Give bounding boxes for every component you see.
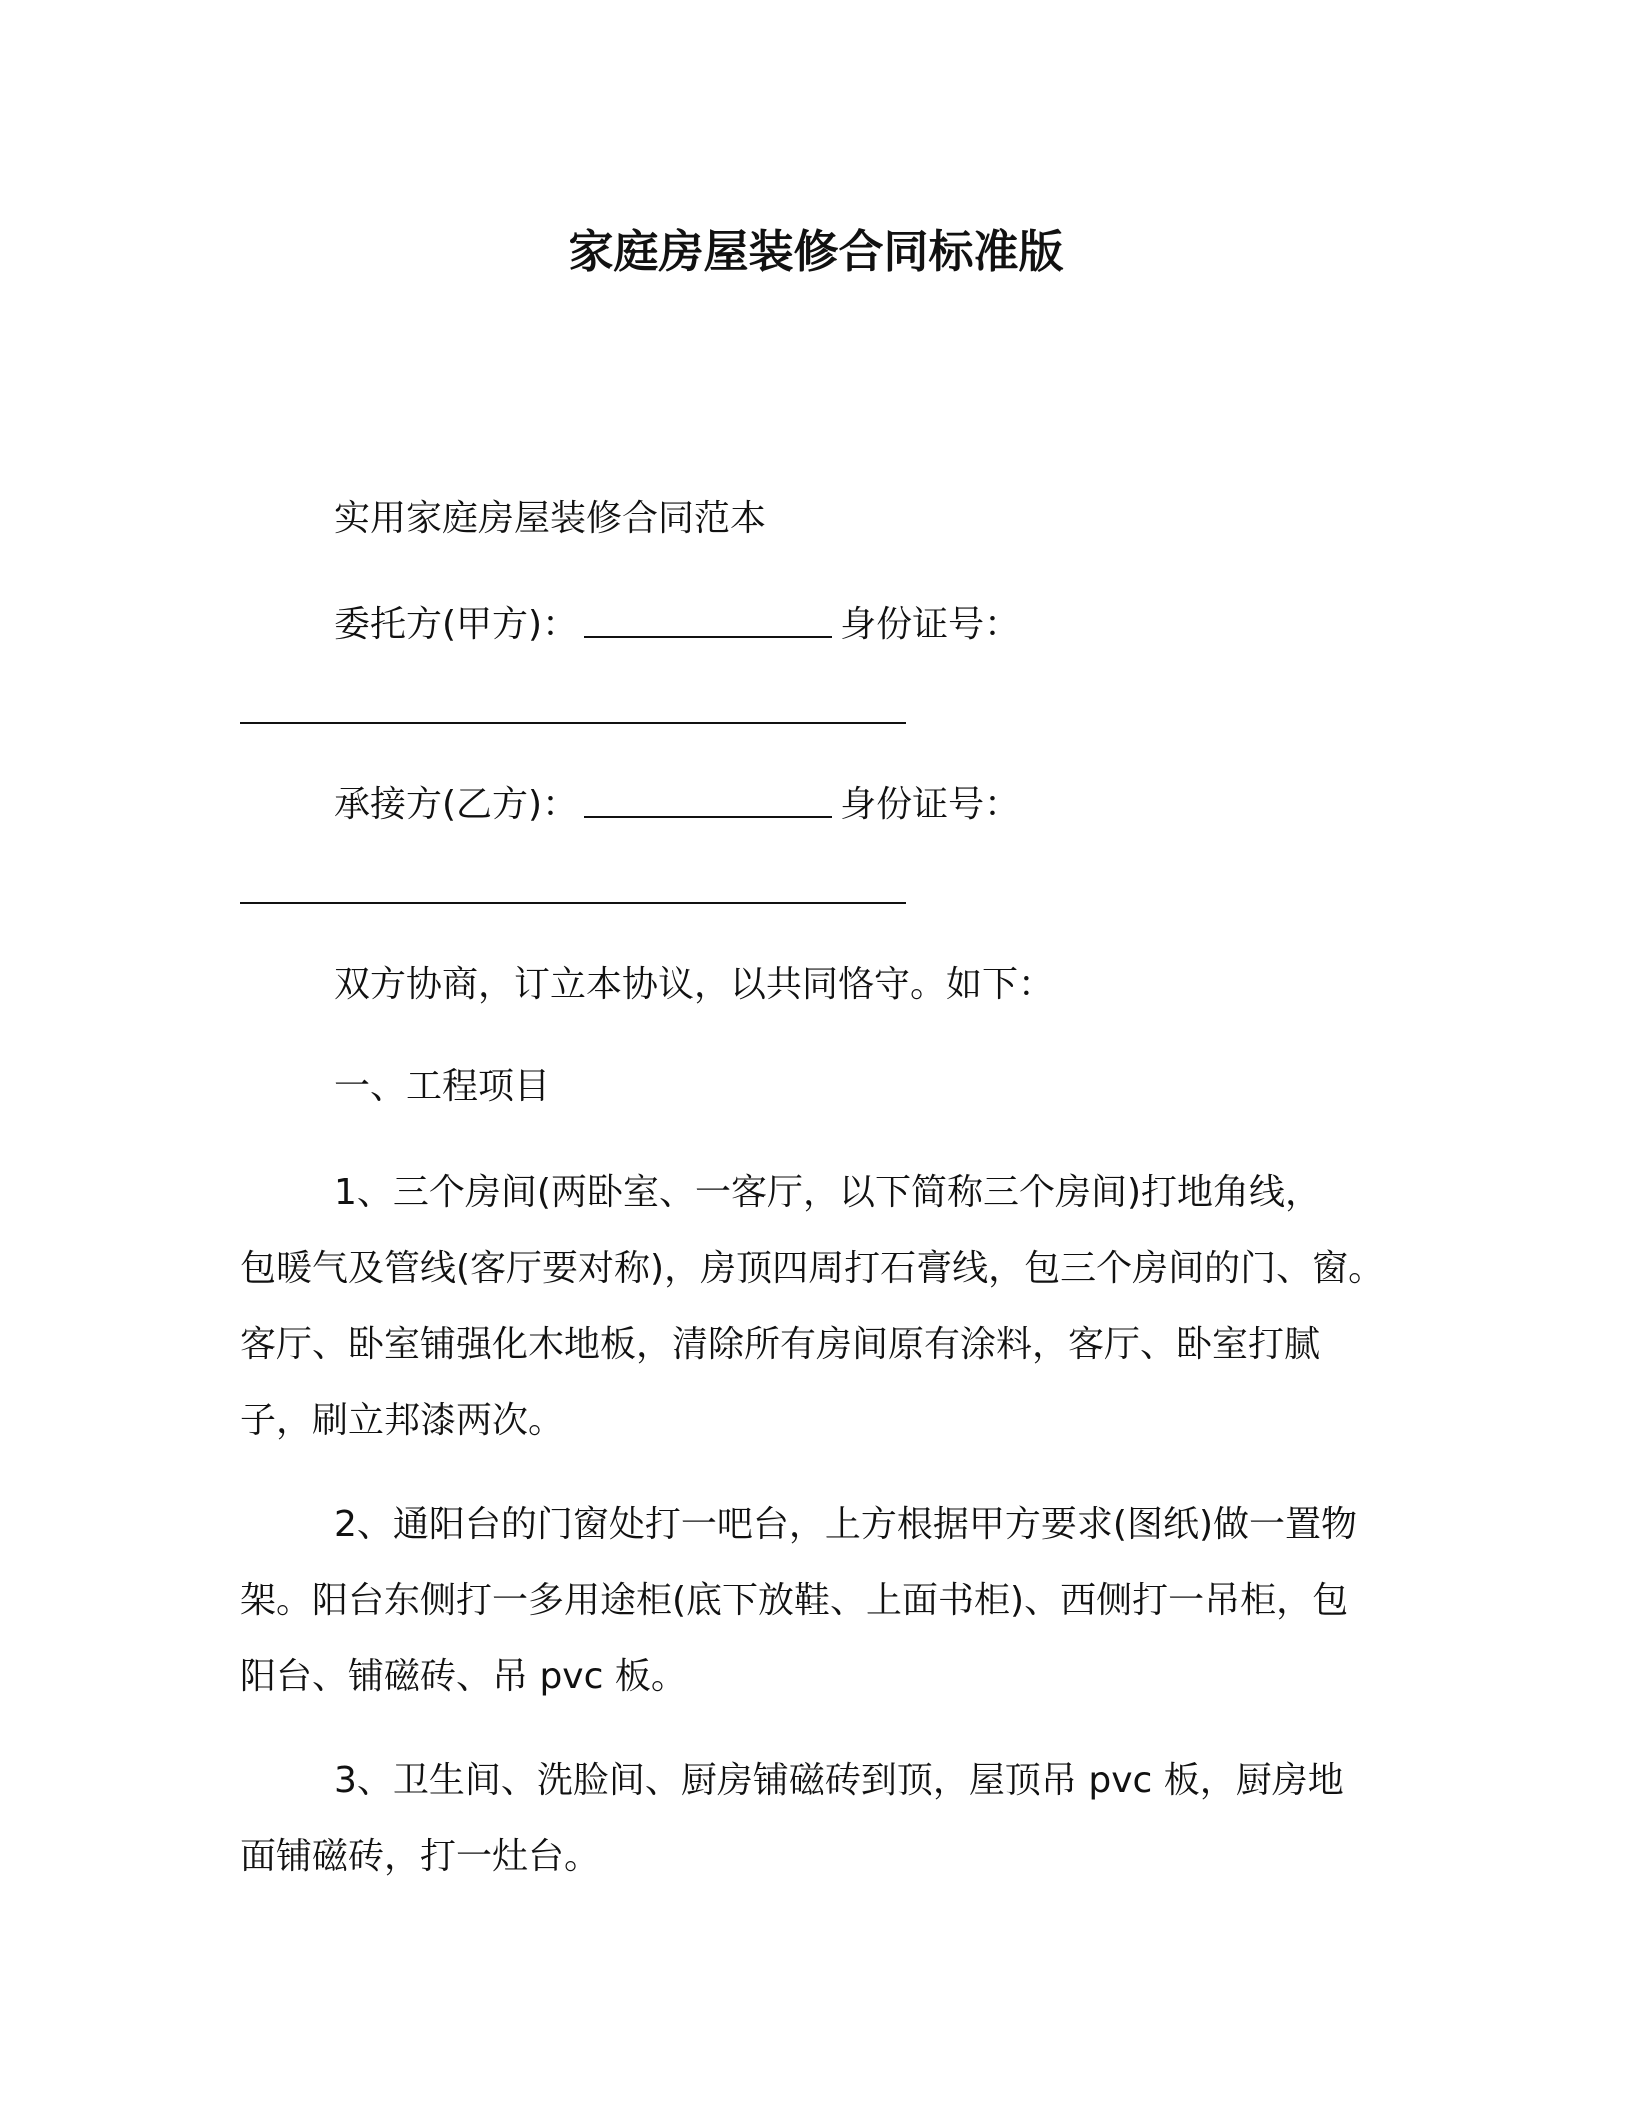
- party-b-name-blank: [584, 816, 832, 818]
- party-a-line: [334, 600, 1020, 650]
- party-b-label: 承接方(乙方)：: [334, 784, 579, 825]
- item-1-line-2: 包暖气及管线(客厅要对称)，房顶四周打石膏线，包三个房间的门、窗。: [240, 1248, 1385, 1289]
- party-b-id-label: 身份证号：: [840, 784, 1021, 825]
- party-a-id-label: 身份证号：: [840, 604, 1021, 645]
- agreement-intro: 双方协商，订立本协议，以共同恪守。如下：: [334, 964, 1055, 1005]
- document-subtitle: 实用家庭房屋装修合同范本: [334, 498, 767, 539]
- item-3-line-1: 3、卫生间、洗脸间、厨房铺磁砖到顶，屋顶吊 pvc 板，厨房地: [334, 1760, 1344, 1801]
- item-2-line-1: 2、通阳台的门窗处打一吧台，上方根据甲方要求(图纸)做一置物: [334, 1504, 1357, 1545]
- party-b-line: [334, 780, 1020, 830]
- party-a-id-blank: [240, 722, 906, 724]
- party-b-id-blank: [240, 902, 906, 904]
- item-1-line-4: 子，刷立邦漆两次。: [240, 1400, 565, 1441]
- item-1-line-3: 客厅、卧室铺强化木地板，清除所有房间原有涂料，客厅、卧室打腻: [240, 1324, 1321, 1365]
- item-2-line-3: 阳台、铺磁砖、吊 pvc 板。: [240, 1656, 687, 1697]
- party-a-name-blank: [584, 636, 832, 638]
- document-title: 家庭房屋装修合同标准版: [568, 225, 1064, 278]
- item-3-line-2: 面铺磁砖，打一灶台。: [240, 1836, 601, 1877]
- party-a-label: 委托方(甲方)：: [334, 604, 579, 645]
- item-2-line-2: 架。阳台东侧打一多用途柜(底下放鞋、上面书柜)、西侧打一吊柜，包: [240, 1580, 1349, 1621]
- section-heading: 一、工程项目: [334, 1066, 551, 1107]
- item-1-line-1: 1、三个房间(两卧室、一客厅，以下简称三个房间)打地角线，: [334, 1172, 1321, 1213]
